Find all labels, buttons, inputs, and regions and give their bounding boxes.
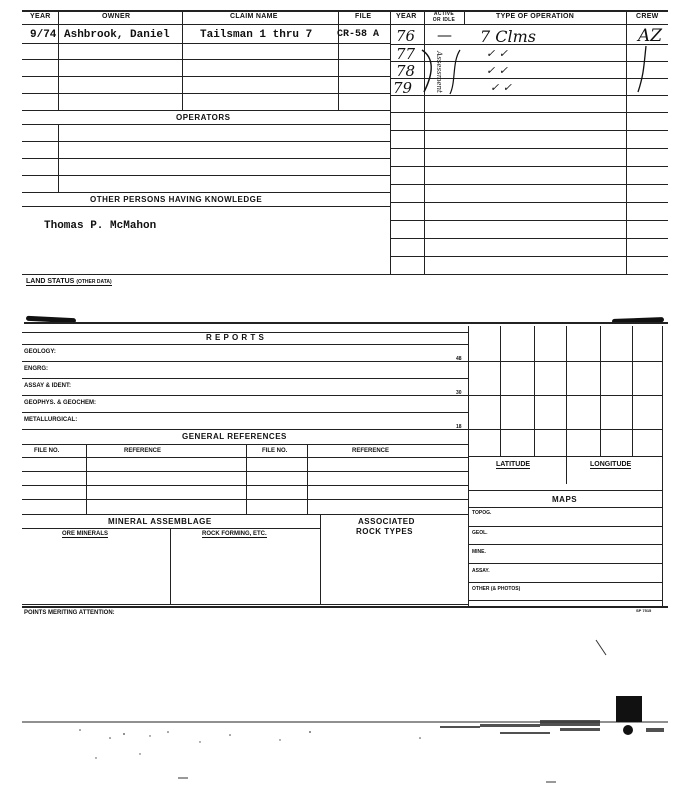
hand-year-77: 77: [396, 45, 416, 63]
hand-bracket-note: Assessment: [434, 51, 443, 93]
map-other: OTHER (& PHOTOS): [472, 586, 521, 592]
map-mine: MINE.: [472, 549, 486, 555]
ref-col-file-1: FILE NO.: [34, 448, 60, 454]
hand-year-76: 76: [396, 27, 416, 45]
other-persons-title: OTHER PERSONS HAVING KNOWLEDGE: [90, 195, 263, 204]
crew-bracket-mark: [634, 44, 650, 96]
scan-noise-marks: [0, 620, 678, 805]
land-status-main: LAND STATUS: [26, 278, 75, 285]
ref-col-file-2: FILE NO.: [262, 448, 288, 454]
report-metallurgical: METALLURGICAL:: [24, 417, 78, 423]
latitude-label: LATITUDE: [496, 461, 531, 468]
longitude-label: LONGITUDE: [590, 461, 632, 468]
other-person-name: Thomas P. McMahon: [44, 220, 157, 232]
maps-title: MAPS: [552, 495, 578, 504]
claim-year: 9/74: [30, 29, 57, 41]
report-geology: GEOLOGY:: [24, 349, 56, 355]
report-geophys: GEOPHYS. & GEOCHEM:: [24, 400, 97, 406]
form-number: SP 7515: [636, 608, 652, 613]
reports-title: R E P O R T S: [206, 333, 265, 342]
associated-title-2: ROCK TYPES: [356, 527, 414, 536]
mineral-title: MINERAL ASSEMBLAGE: [108, 517, 212, 526]
report-geology-num: 48: [456, 356, 462, 362]
land-status-sub: (OTHER DATA): [76, 279, 112, 285]
hand-type-first: 7 Clms: [480, 27, 537, 46]
col-op-year: YEAR: [396, 13, 417, 20]
land-status-label: [26, 278, 112, 286]
col-year: YEAR: [30, 13, 51, 20]
map-topog: TOPOG.: [472, 510, 492, 516]
ref-col-reference-2: REFERENCE: [352, 448, 390, 454]
ref-col-reference-1: REFERENCE: [124, 448, 162, 454]
hand-ditto-3: ✓ ✓: [490, 81, 512, 94]
col-crew: CREW: [636, 13, 659, 20]
hand-year-78: 78: [396, 62, 416, 80]
hand-active-dash: —: [437, 26, 452, 44]
claim-file: CR-58 A: [337, 29, 380, 40]
ore-minerals-label: ORE MINERALS: [62, 531, 109, 537]
col-claim-name: CLAIM NAME: [230, 13, 278, 20]
points-label: POINTS MERITING ATTENTION:: [24, 610, 115, 616]
map-geol: GEOL.: [472, 530, 488, 536]
report-assay: ASSAY & IDENT:: [24, 383, 72, 389]
rock-forming-label: ROCK FORMING, ETC.: [202, 531, 267, 537]
claim-owner: Ashbrook, Daniel: [64, 29, 170, 41]
report-metallurgical-num: 18: [456, 424, 462, 430]
report-assay-num: 30: [456, 390, 462, 396]
hand-year-79: 79: [393, 79, 413, 97]
col-owner: OWNER: [102, 13, 131, 20]
associated-title: ASSOCIATED: [358, 517, 415, 526]
hand-ditto-2: ✓ ✓: [486, 64, 508, 77]
hand-ditto-1: ✓ ✓: [486, 47, 508, 60]
col-file: FILE: [355, 13, 372, 20]
claim-name: Tailsman 1 thru 7: [200, 29, 313, 41]
general-references-title: GENERAL REFERENCES: [182, 432, 287, 441]
report-engrg: ENGRG:: [24, 366, 48, 372]
col-type-of-operation: TYPE OF OPERATION: [496, 13, 575, 20]
operators-title: OPERATORS: [176, 113, 231, 122]
hand-crew: AZ: [638, 26, 663, 46]
col-active-idle: ACTIVE OR IDLE: [432, 11, 456, 23]
map-assay: ASSAY.: [472, 568, 490, 574]
